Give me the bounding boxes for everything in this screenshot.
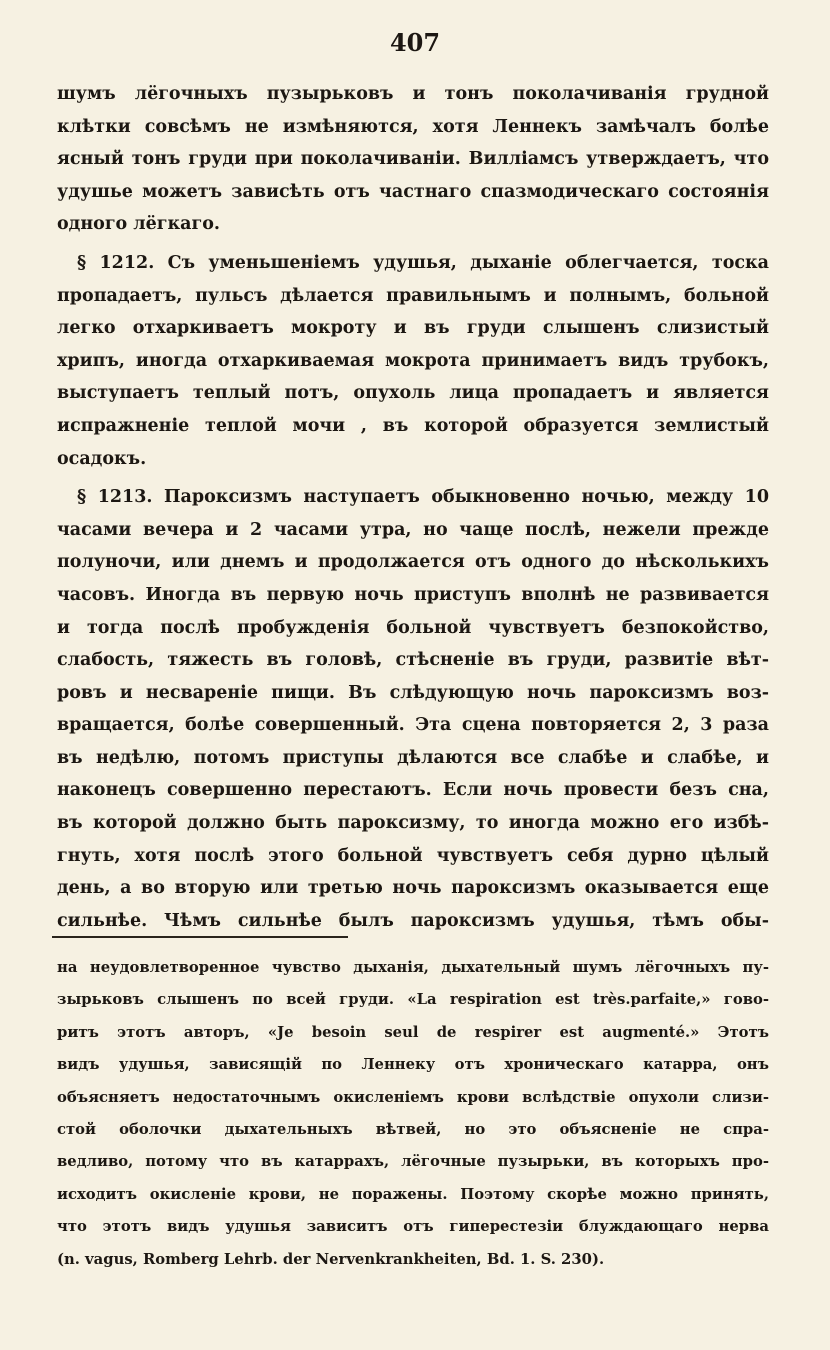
text-line: одного лёгкаго.	[57, 214, 220, 235]
footnote-line: стой оболочки дыхательныхъ вѣтвей, но это объясненіе не спра-	[57, 1120, 769, 1138]
footnote	[57, 952, 769, 1276]
text-line: ровъ и несвареніе пищи. Въ слѣдующую ночь пароксизмъ воз-	[57, 682, 769, 703]
paragraph-continuation	[57, 78, 769, 241]
text-line: удушье можетъ зависѣть отъ частнаго спазмодическаго состоянія	[57, 181, 769, 202]
text-line: осадокъ.	[57, 448, 147, 469]
text-line: и тогда послѣ пробужденія больной чувствуетъ безпокойство,	[57, 617, 769, 638]
text-line: выступаетъ теплый потъ, опухоль лица пропадаетъ и является	[57, 383, 769, 404]
text-line: пропадаетъ, пульсъ дѣлается правильнымъ и полнымъ, больной	[57, 285, 769, 306]
text-line: часами вечера и 2 часами утра, но чаще послѣ, нежели прежде	[57, 519, 769, 540]
text-line: наконецъ совершенно перестаютъ. Если ночь провести безъ сна,	[57, 780, 769, 801]
text-line: въ недѣлю, потомъ приступы дѣлаются все слабѣе и слабѣе, и	[57, 747, 769, 768]
text-line: полуночи, или днемъ и продолжается отъ одного до нѣсколькихъ	[57, 552, 769, 573]
text-line: часовъ. Иногда въ первую ночь приступъ вполнѣ не развивается	[57, 584, 769, 605]
text-line: испражненіе теплой мочи , въ которой образуется землистый	[57, 415, 769, 436]
text-line: гнуть, хотя послѣ этого больной чувствуетъ себя дурно цѣлый	[57, 845, 769, 866]
text-line: ясный тонъ груди при поколачиваніи. Вилліамсъ утверждаетъ, что	[57, 149, 769, 170]
text-line: § 1213. Пароксизмъ наступаетъ обыкновенно ночью, между 10	[77, 487, 769, 508]
text-line: сильнѣе. Чѣмъ сильнѣе былъ пароксизмъ удушья, тѣмъ обы-	[57, 910, 769, 931]
footnote-line: ритъ этотъ авторъ, «Je besoin seul de respirer est augmenté.» Этотъ	[57, 1023, 769, 1041]
footnote-line: (n. vagus, Romberg Lehrb. der Nervenkrankheiten, Bd. 1. S. 230).	[57, 1250, 605, 1268]
text-line: въ которой должно быть пароксизму, то иногда можно его избѣ-	[57, 813, 769, 834]
text-line: хрипъ, иногда отхаркиваемая мокрота принимаетъ видъ трубокъ,	[57, 350, 769, 371]
footnote-line: ведливо, потому что въ катаррахъ, лёгочные пузырьки, въ которыхъ про-	[57, 1153, 769, 1171]
footnote-line: зырьковъ слышенъ по всей груди. «La respiration est très.parfaite,» гово-	[57, 991, 769, 1009]
main-text	[57, 78, 769, 937]
text-line: § 1212. Съ уменьшеніемъ удушья, дыханіе облегчается, тоска	[77, 252, 769, 273]
text-line: клѣтки совсѣмъ не измѣняются, хотя Леннекъ замѣчалъ болѣе	[57, 116, 769, 137]
text-line: день, а во вторую или третью ночь пароксизмъ оказывается еще	[57, 878, 769, 899]
footnote-separator	[52, 936, 348, 938]
text-line: легко отхаркиваетъ мокроту и въ груди слышенъ слизистый	[57, 318, 769, 339]
paragraph-section-1213	[57, 481, 769, 937]
paragraph-section-1212	[57, 247, 769, 475]
footnote-line: исходитъ окисленіе крови, не поражены. Поэтому скорѣе можно принять,	[57, 1185, 769, 1203]
page-number: 407	[389, 28, 441, 57]
footnote-line: на неудовлетворенное чувство дыханія, дыхательный шумъ лёгочныхъ пу-	[57, 959, 769, 976]
text-line: вращается, болѣе совершенный. Эта сцена повторяется 2, 3 раза	[57, 715, 769, 736]
text-line: шумъ лёгочныхъ пузырьковъ и тонъ поколачиванія грудной	[57, 84, 769, 104]
footnote-line: видъ удушья, зависящій по Леннеку отъ хроническаго катарра, онъ	[57, 1056, 769, 1074]
footnote-line: объясняетъ недостаточнымъ окисленіемъ крови вслѣдствіе опухоли слизи-	[57, 1088, 769, 1106]
text-line: слабость, тяжесть въ головѣ, стѣсненіе въ груди, развитіе вѣт-	[57, 650, 769, 671]
footnote-line: что этотъ видъ удушья зависитъ отъ гиперестезіи блуждающаго нерва	[57, 1218, 769, 1236]
